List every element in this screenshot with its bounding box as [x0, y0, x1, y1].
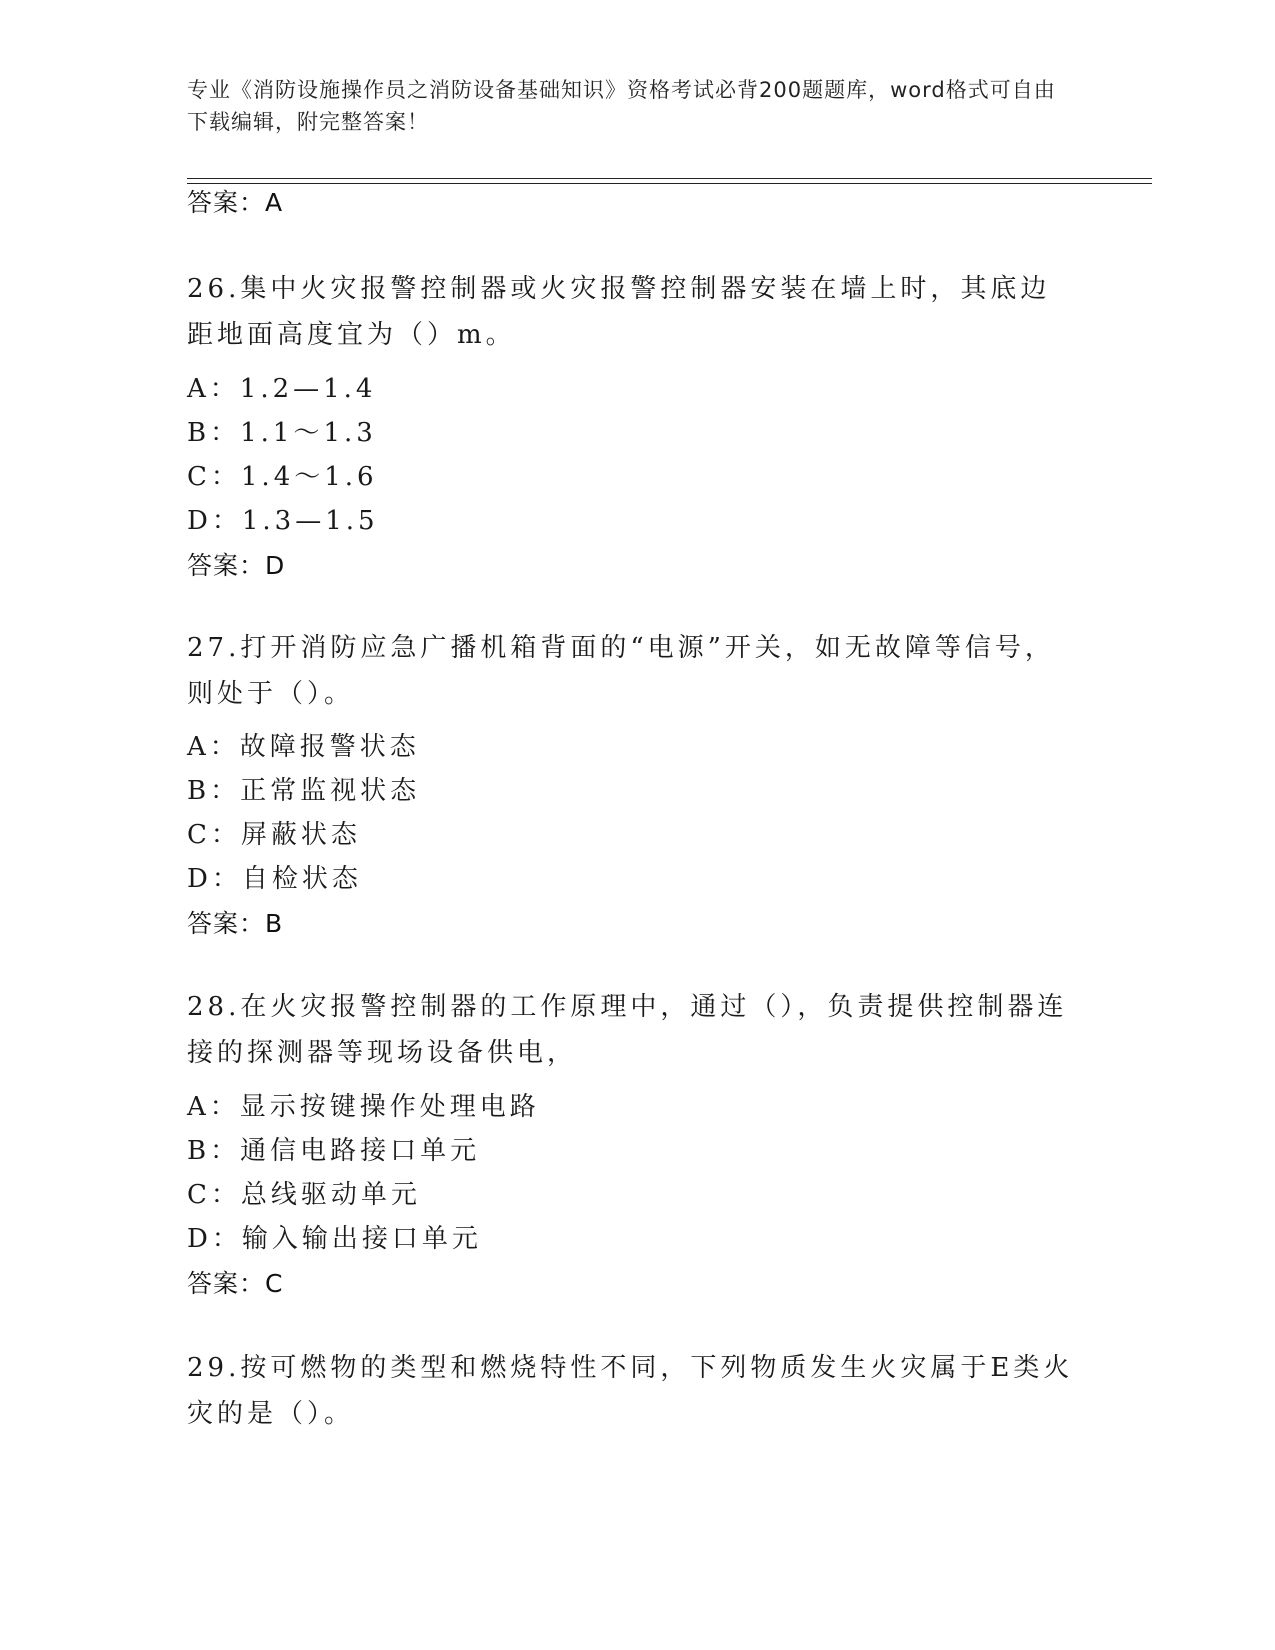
question-28-option-c: C：总线驱动单元 [187, 1180, 421, 1210]
answer-prev: 答案：A [187, 188, 284, 217]
document-header: 专业《消防设施操作员之消防设备基础知识》资格考试必背200题题库，word格式可自由下载编辑，附完整答案！ [187, 78, 1056, 134]
question-28-answer: 答案：C [187, 1269, 284, 1298]
question-26-option-a: A：1.2—1.4 [187, 374, 377, 404]
question-26-text: 26.集中火灾报警控制器或火灾报警控制器安装在墙上时，其底边距地面高度宜为（）m。 [187, 274, 1051, 350]
question-26-answer: 答案：D [187, 551, 286, 580]
question-27-option-d: D：自检状态 [187, 864, 362, 894]
question-26-option-d: D：1.3—1.5 [187, 506, 379, 536]
question-28-option-b: B：通信电路接口单元 [187, 1136, 481, 1166]
question-27-option-a: A：故障报警状态 [187, 732, 420, 762]
header-divider-top [187, 178, 1152, 179]
question-26-option-c: C：1.4～1.6 [187, 462, 378, 492]
question-28-option-a: A：显示按键操作处理电路 [187, 1092, 540, 1122]
header-divider-bottom [187, 183, 1152, 184]
question-26-option-b: B：1.1～1.3 [187, 418, 377, 448]
question-28-text: 28.在火灾报警控制器的工作原理中，通过（），负责提供控制器连接的探测器等现场设备供电， [187, 992, 1068, 1068]
question-27-text: 27.打开消防应急广播机箱背面的“电源”开关，如无故障等信号，则处于（）。 [187, 633, 1055, 709]
question-27-option-c: C：屏蔽状态 [187, 820, 361, 850]
question-28-option-d: D：输入输出接口单元 [187, 1224, 482, 1254]
question-29-text: 29.按可燃物的类型和燃烧特性不同，下列物质发生火灾属于E类火灾的是（）。 [187, 1353, 1074, 1429]
question-27-answer: 答案：B [187, 909, 284, 938]
question-27-option-b: B：正常监视状态 [187, 776, 421, 806]
